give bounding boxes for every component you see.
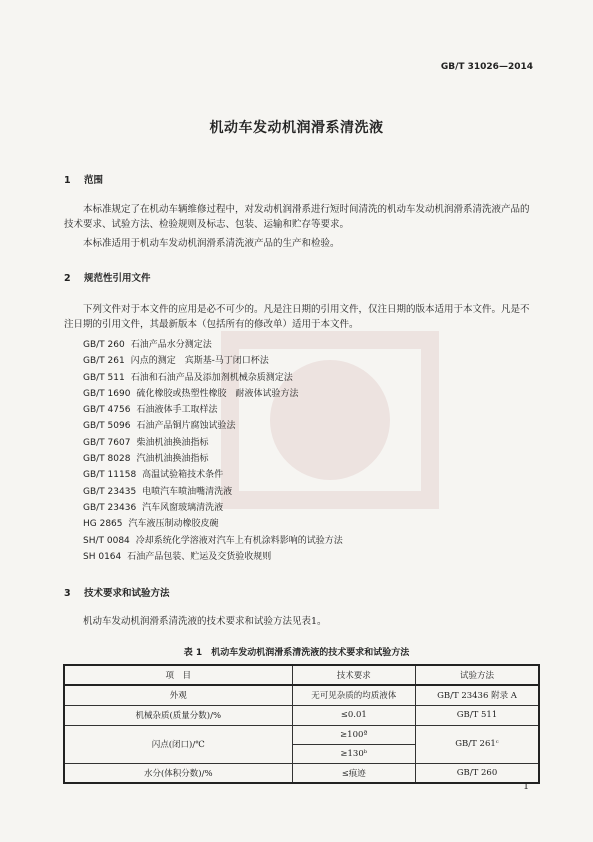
section-title: 规范性引用文件 xyxy=(84,273,151,284)
list-item xyxy=(83,402,343,418)
section-number: 1 xyxy=(64,175,71,186)
list-item xyxy=(83,435,343,451)
reference-code: GB/T 7607 xyxy=(83,437,131,448)
table-cell: ≤痕迹 xyxy=(292,763,416,783)
reference-code: GB/T 511 xyxy=(83,372,125,383)
reference-code: GB/T 261 xyxy=(83,356,125,367)
table-cell: GB/T 260 xyxy=(416,763,540,783)
references-intro: 下列文件对于本文件的应用是必不可少的。凡是注日期的引用文件，仅注日期的版本适用于本文件。凡是不注日期的引用文件，其最新版本（包括所有的修改单）适用于本文件。 xyxy=(64,304,530,330)
reference-title: 柴油机油换油指标 xyxy=(136,437,209,448)
section-2-heading xyxy=(64,270,151,284)
list-item xyxy=(83,467,343,483)
reference-code: HG 2865 xyxy=(83,519,123,530)
table-cell: GB/T 23436 附录 A xyxy=(416,685,540,705)
table-caption: 表 1 机动车发动机润滑系清洗液的技术要求和试验方法 xyxy=(183,648,410,658)
table-row xyxy=(64,725,539,744)
section-title: 技术要求和试验方法 xyxy=(84,588,170,599)
reference-title: 高温试验箱技术条件 xyxy=(142,470,224,481)
table-row xyxy=(64,685,539,705)
table-header-row xyxy=(64,665,539,685)
page-number: 1 xyxy=(523,782,529,792)
section-number: 3 xyxy=(64,588,71,599)
table-cell: GB/T 261ᶜ xyxy=(416,725,540,763)
reference-code: GB/T 11158 xyxy=(83,470,137,481)
list-item xyxy=(83,484,343,500)
reference-code: GB/T 23435 xyxy=(83,486,137,497)
table-cell: 无可见杂质的均质液体 xyxy=(292,685,416,705)
column-header-method: 试验方法 xyxy=(416,665,540,685)
reference-code: SH/T 0084 xyxy=(83,535,130,546)
reference-code: GB/T 260 xyxy=(83,340,125,350)
reference-title: 汽油机油换油指标 xyxy=(136,454,209,465)
reference-title: 冷却系统化学溶液对汽车上有机涂料影响的试验方法 xyxy=(135,535,343,546)
table-cell: ≤0.01 xyxy=(292,705,416,725)
list-item xyxy=(83,516,343,532)
section-number: 2 xyxy=(64,273,71,284)
column-header-item: 项 目 xyxy=(64,665,292,685)
table-row xyxy=(64,763,539,783)
reference-title: 汽车风窗玻璃清洗液 xyxy=(142,502,224,513)
document-title: 机动车发动机润滑系清洗液 xyxy=(209,120,384,136)
reference-title: 石油产品铜片腐蚀试验法 xyxy=(136,421,236,432)
table-cell: ≥130ᵇ xyxy=(292,744,416,763)
section-1-heading xyxy=(64,172,103,186)
table-cell: 机械杂质(质量分数)/% xyxy=(64,705,292,725)
list-item xyxy=(83,370,343,386)
list-item xyxy=(83,451,343,467)
table-cell: GB/T 511 xyxy=(416,705,540,725)
reference-code: SH 0164 xyxy=(83,551,122,562)
reference-code: GB/T 4756 xyxy=(83,405,131,416)
reference-title: 石油和石油产品及添加剂机械杂质测定法 xyxy=(130,372,293,383)
reference-title: 闪点的测定 宾斯基-马丁闭口杯法 xyxy=(130,356,269,367)
list-item xyxy=(83,500,343,516)
list-item xyxy=(83,549,343,565)
list-item xyxy=(83,418,343,434)
list-item xyxy=(83,337,343,353)
reference-list xyxy=(83,337,343,565)
section-3-heading xyxy=(64,585,170,599)
reference-code: GB/T 1690 xyxy=(83,388,131,399)
reference-title: 石油产品水分测定法 xyxy=(130,340,212,350)
reference-title: 电喷汽车喷油嘴清洗液 xyxy=(142,486,233,497)
scope-paragraph-1: 本标准规定了在机动车辆维修过程中，对发动机润滑系进行短时间清洗的机动车发动机润滑系清洗液产品的技术要求、试验方法、检验规则及标志、包装、运输和贮存等要求。 xyxy=(64,204,530,230)
reference-code: GB/T 23436 xyxy=(83,502,137,513)
requirements-intro: 机动车发动机润滑系清洗液的技术要求和试验方法见表1。 xyxy=(83,616,327,627)
table-cell: ≥100ª xyxy=(292,725,416,744)
reference-title: 石油液体手工取样法 xyxy=(136,405,218,416)
reference-title: 汽车液压制动橡胶皮碗 xyxy=(128,519,219,530)
table-row xyxy=(64,705,539,725)
list-item xyxy=(83,533,343,549)
reference-title: 硫化橡胶或热塑性橡胶 耐液体试验方法 xyxy=(136,388,299,399)
table-cell: 外观 xyxy=(64,685,292,705)
reference-code: GB/T 5096 xyxy=(83,421,131,432)
list-item xyxy=(83,386,343,402)
table-cell: 水分(体积分数)/% xyxy=(64,763,292,783)
column-header-requirement: 技术要求 xyxy=(292,665,416,685)
scope-paragraph-2: 本标准适用于机动车发动机润滑系清洗液产品的生产和检验。 xyxy=(83,238,340,249)
list-item xyxy=(83,353,343,369)
requirements-table xyxy=(63,664,540,784)
table-cell: 闪点(闭口)/℃ xyxy=(64,725,292,763)
reference-title: 石油产品包装、贮运及交货验收规则 xyxy=(127,551,272,562)
reference-code: GB/T 8028 xyxy=(83,454,131,465)
standard-number: GB/T 31026—2014 xyxy=(440,62,533,72)
section-title: 范围 xyxy=(84,175,104,186)
